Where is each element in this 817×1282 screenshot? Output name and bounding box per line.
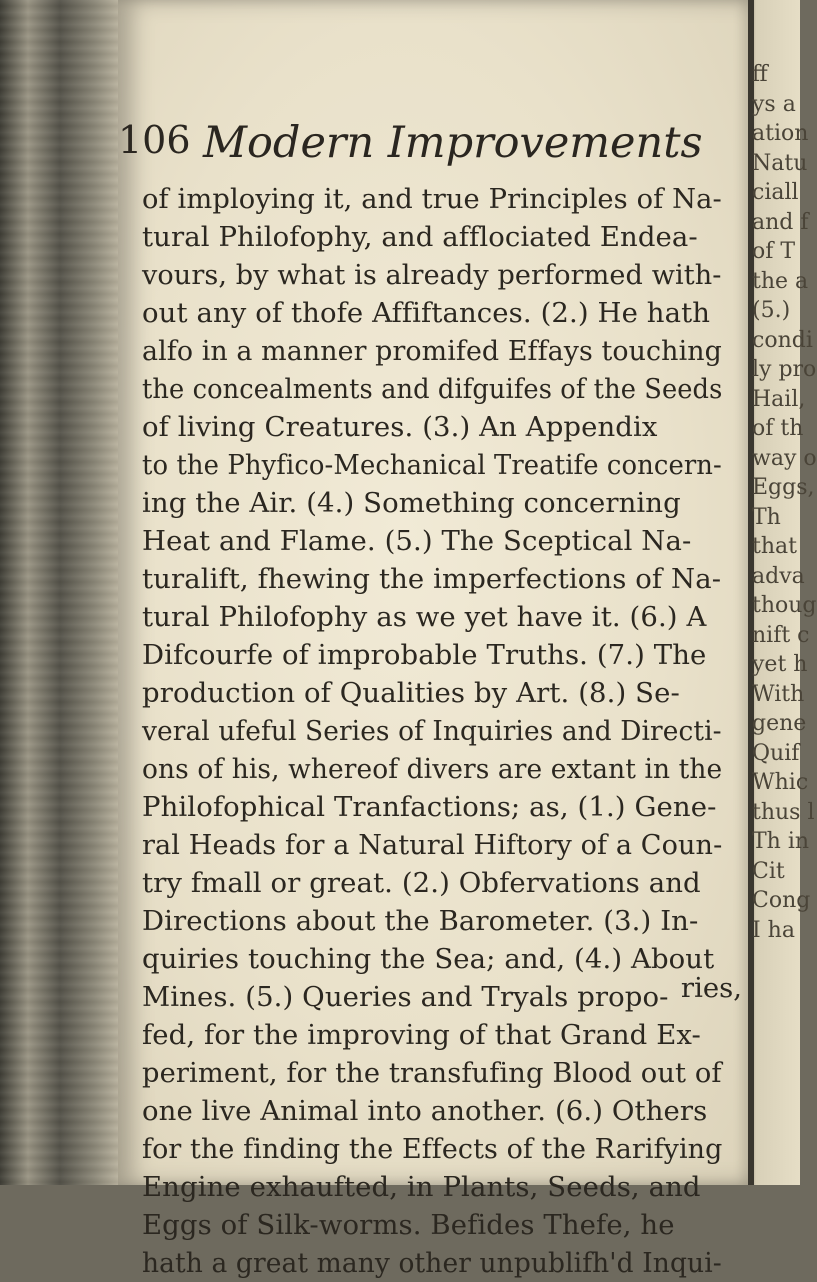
fragment-line: I ha	[752, 917, 795, 943]
text-line: out any of thofe Affiftances. (2.) He hath	[142, 297, 711, 329]
fragment-line: ff	[752, 62, 768, 87]
text-line: fed, for the improving of that Grand Ex-	[142, 1019, 701, 1051]
fragment-line: With	[752, 681, 805, 707]
text-line: of living Creatures. (3.) An Appendix	[142, 411, 658, 443]
fragment-line: condi	[752, 327, 813, 353]
text-line: hath a great many other unpublifh'd Inqui-	[142, 1247, 722, 1279]
fragment-line: thus l	[752, 799, 815, 825]
text-line: ral Heads for a Natural Hiftory of a Coun-	[142, 829, 723, 861]
fragment-line: way o	[752, 445, 817, 471]
text-line: veral ufeful Series of Inquiries and Directi-	[142, 715, 722, 747]
text-line: Directions about the Barometer. (3.) In-	[142, 905, 699, 937]
fragment-line: yet h	[752, 652, 808, 677]
text-line: tural Philofophy as we yet have it. (6.) A	[142, 601, 707, 633]
text-line: ons of his, whereof divers are extant in the	[142, 753, 723, 785]
fragment-line: Natu	[752, 150, 808, 176]
fragment-line: gene	[752, 711, 807, 736]
text-line: Philofophical Tranfactions; as, (1.) Gene-	[142, 791, 717, 823]
fragment-line: Whic	[752, 770, 809, 795]
fragment-line: (5.)	[752, 298, 791, 323]
fragment-line: ation	[752, 121, 809, 146]
fragment-line: that	[752, 534, 797, 559]
fragment-line: Quif	[752, 740, 800, 766]
fragment-line: the a	[752, 268, 809, 294]
fragment-line: of th	[752, 416, 804, 441]
text-line: quiries touching the Sea; and, (4.) About	[142, 943, 715, 975]
fragment-line: Hail,	[752, 386, 806, 412]
catchword: ries,	[680, 972, 742, 1004]
fragment-line: Eggs,	[752, 475, 815, 500]
fragment-line: Cong	[752, 888, 811, 913]
fragment-line: of T	[752, 239, 796, 264]
book-gutter-left	[0, 0, 118, 1185]
facing-page-text-fragments	[752, 60, 817, 945]
text-line: tural Philofophy, and afflociated Endea-	[142, 221, 698, 253]
text-line: production of Qualities by Art. (8.) Se-	[142, 677, 680, 709]
text-line: for the finding the Effects of the Rarifying	[142, 1133, 723, 1165]
text-line: Eggs of Silk-worms. Befides Thefe, he	[142, 1209, 675, 1241]
fragment-line: thoug	[752, 593, 817, 618]
fragment-line: ciall	[752, 180, 799, 205]
fragment-line: ly pro	[752, 357, 817, 382]
text-line: Heat and Flame. (5.) The Sceptical Na-	[142, 525, 692, 557]
text-line: Mines. (5.) Queries and Tryals propo-	[142, 981, 669, 1013]
fragment-line: nift c	[752, 622, 810, 648]
text-line: Engine exhaufted, in Plants, Seeds, and	[142, 1171, 701, 1203]
body-text	[142, 180, 722, 1282]
fragment-line: and f	[752, 209, 809, 235]
fragment-line: ys a	[752, 91, 796, 117]
text-line: to the Phyfico-Mechanical Treatife concern-	[142, 449, 722, 481]
fragment-line: Th	[752, 504, 781, 530]
text-line: alfo in a manner promifed Effays touching	[142, 335, 722, 367]
page-number: 106	[118, 118, 191, 162]
text-line: turalift, fhewing the imperfections of Na-	[142, 563, 722, 595]
text-line: vours, by what is already performed with-	[142, 259, 722, 291]
running-head: Modern Improvements	[203, 118, 703, 168]
fragment-line: Cit	[752, 858, 785, 884]
text-line: periment, for the transfufing Blood out of	[142, 1057, 722, 1089]
text-line: Difcourfe of improbable Truths. (7.) The	[142, 639, 707, 671]
fragment-line: Th in	[752, 829, 810, 854]
text-line: the concealments and difguifes of the Seeds	[142, 373, 723, 405]
fragment-line: adva	[752, 563, 805, 589]
text-line: of imploying it, and true Principles of Na-	[142, 183, 722, 215]
text-line: ing the Air. (4.) Something concerning	[142, 487, 681, 519]
text-line: one live Animal into another. (6.) Others	[142, 1095, 708, 1127]
text-line: try fmall or great. (2.) Obfervations and	[142, 867, 701, 899]
